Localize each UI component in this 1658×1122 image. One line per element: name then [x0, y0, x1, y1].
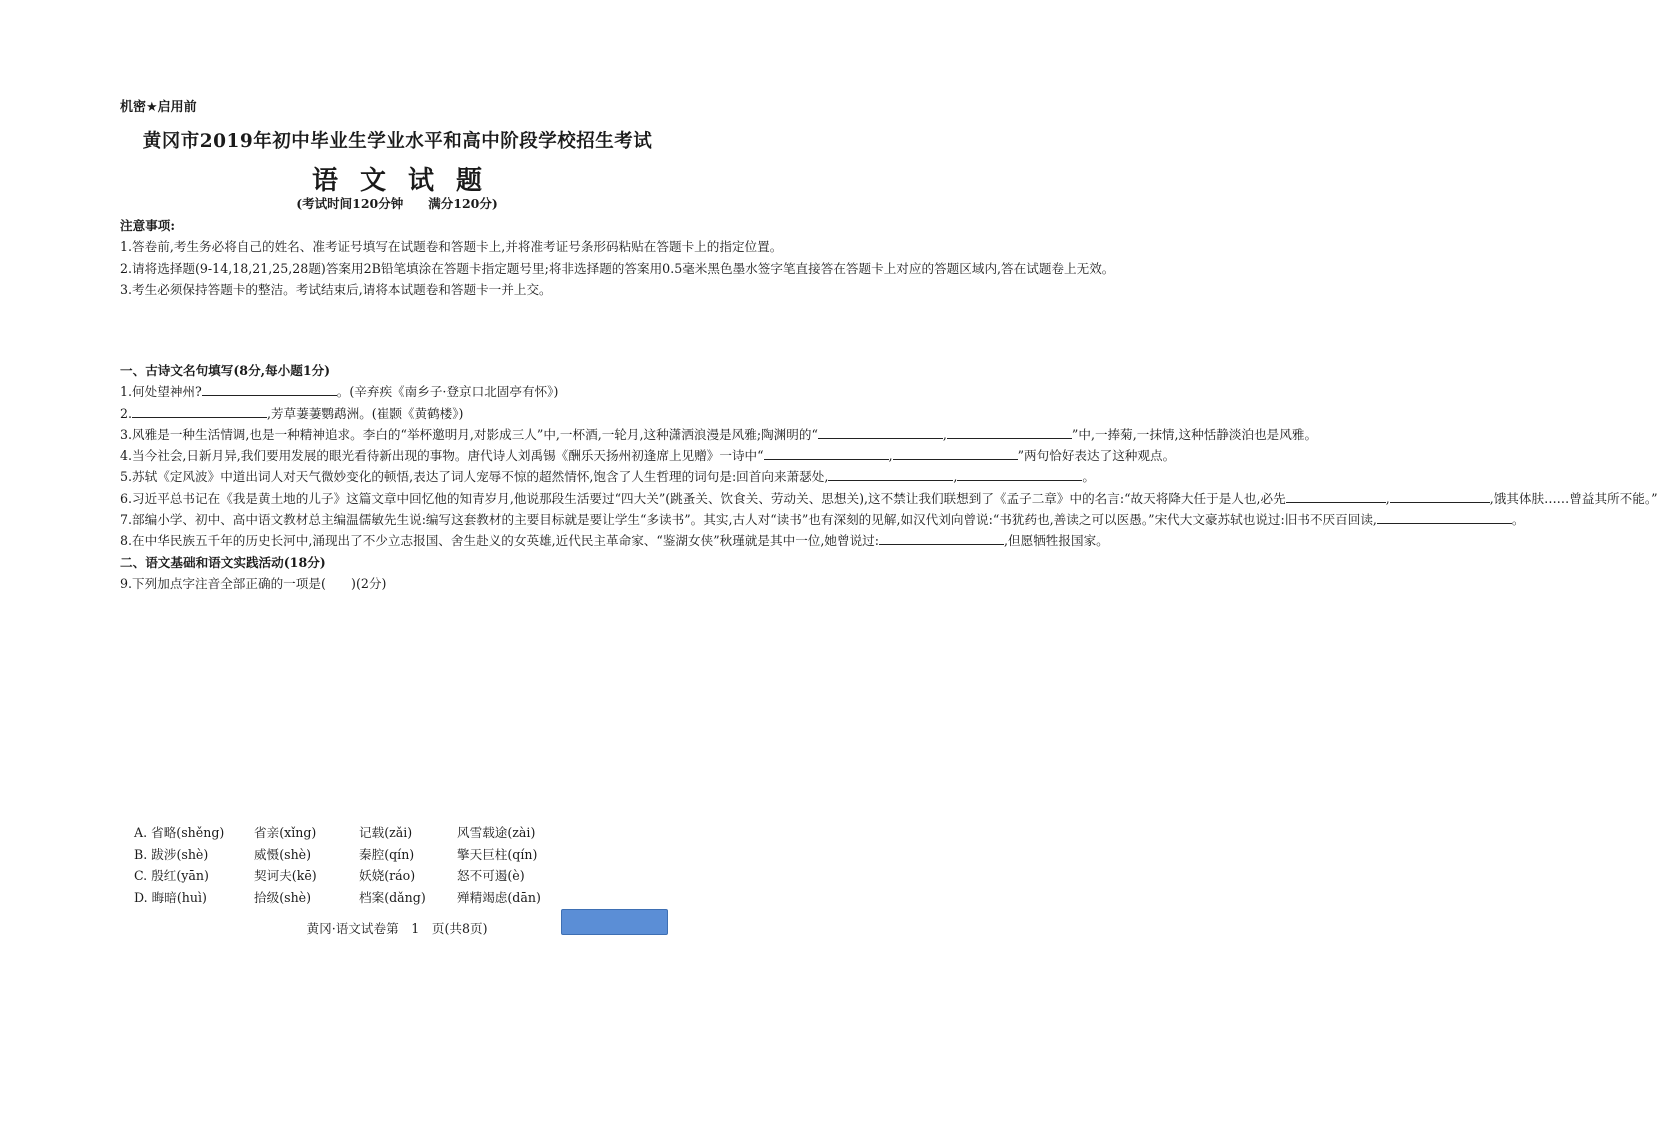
question-3: 3. 风雅是一种生活情调,也是一种精神追求。李白的“举杯邀明月,对影成三人”中,一杯酒,一轮月,这种潇洒浪漫是风雅;陶渊明的“ , ”中,一捧菊,一抹情,这种恬静淡泊也是风雅。 [120, 426, 1318, 442]
notes-title: 注意事项: [120, 218, 176, 233]
time-info: (考试时间120分钟 满分120分) [296, 196, 498, 211]
question-4: 4. 当今社会,日新月异,我们要用发展的眼光看待新出现的事物。唐代诗人刘禹锡《酬乐天扬州初逢席上见赠》一诗中“ , ”两句恰好表达了这种观点。 [120, 448, 1176, 464]
page-footer: 黄冈·语文试卷第 1 页(共8页) [306, 921, 488, 936]
confidential-label: 机密★启用前 [120, 100, 197, 115]
option-row-d[interactable]: D. 晦暗(huì) 拾级(shè) 档案(dǎng) 殚精竭虑(dān) [134, 889, 541, 905]
blue-badge [561, 909, 668, 935]
answer-blank[interactable] [893, 446, 1018, 460]
answer-blank[interactable] [957, 467, 1082, 481]
option-row-b[interactable]: B. 跋涉(shè) 威慑(shè) 秦腔(qín) 擎天巨柱(qín) [134, 846, 538, 862]
answer-blank[interactable] [879, 531, 1004, 545]
section-2-title: 二、语文基础和语文实践活动(18分) [120, 554, 326, 570]
note-number: 2. [120, 260, 133, 276]
answer-blank[interactable] [1390, 489, 1490, 503]
notes-block [120, 215, 1115, 300]
option-row-c[interactable]: C. 殷红(yān) 契诃夫(kē) 妖娆(ráo) 怒不可遏(è) [134, 868, 525, 883]
question-8: 8. 在中华民族五千年的历史长河中,涌现出了不少立志报国、舍生赴义的女英雄,近代民主革命家、“鉴湖女侠”秋瑾就是其中一位,她曾说过: ,但愿牺牲报国家。 [120, 533, 1109, 549]
question-7: 7. 部编小学、初中、高中语文教材总主编温儒敏先生说:编写这套教材的主要目标就是要让学生“多读书”。其实,古人对“读书”也有深刻的见解,如汉代刘向曾说:“书犹药也,善读之可以医愚。”宋代大文豪苏轼也说过:旧书不厌百回读, 。 [120, 512, 1525, 528]
note-item [120, 236, 783, 257]
note-number: 3. [120, 281, 133, 297]
answer-blank[interactable] [764, 446, 889, 460]
note-text: 考生必须保持答题卡的整洁。考试结束后,请将本试题卷和答题卡一并上交。 [132, 281, 552, 297]
note-number: 1. [120, 239, 133, 255]
option-row-a[interactable]: A. 省略(shěng) 省亲(xǐng) 记载(zǎi) 风雪载途(zài) [134, 825, 536, 840]
question-5: 5. 苏轼《定风波》中道出词人对天气微妙变化的顿悟,表达了词人宠辱不惊的超然情怀,饱含了人生哲理的词句是:回首向来萧瑟处, , 。 [120, 469, 1095, 485]
question-1: 1. 何处望神州? 。(辛弃疾《南乡子·登京口北固亭有怀》) [120, 384, 559, 400]
answer-blank[interactable] [818, 425, 943, 439]
answer-blank[interactable] [132, 404, 267, 418]
answer-blank[interactable] [202, 382, 337, 396]
note-text: 答卷前,考生务必将自己的姓名、准考证号填写在试题卷和答题卡上,并将准考证号条形码粘贴在答题卡上的指定位置。 [132, 239, 783, 255]
section-1-title: 一、古诗文名句填写(8分,每小题1分) [120, 363, 331, 378]
answer-blank[interactable] [947, 425, 1072, 439]
section-1 [120, 360, 1658, 594]
answer-blank[interactable] [1286, 489, 1386, 503]
subject-title: 语文试题 [311, 166, 504, 196]
question-6: 6. 习近平总书记在《我是黄土地的儿子》这篇文章中回忆他的知青岁月,他说那段生活要过“四大关”(跳蚤关、饮食关、劳动关、思想关),这不禁让我们联想到了《孟子二章》中的名言:“故天将降大任于是人也,必先 , ,饿其体肤……曾益其所不能。” [120, 490, 1658, 506]
answer-blank[interactable] [828, 467, 953, 481]
exam-title: 黄冈市2019年初中毕业生学业水平和高中阶段学校招生考试 [142, 131, 653, 152]
answer-blank[interactable] [1377, 510, 1512, 524]
question-9-options [134, 822, 614, 908]
question-2: 2. ,芳草萋萋鹦鹉洲。(崔颢《黄鹤楼》) [120, 405, 464, 421]
question-9: 9. 下列加点字注音全部正确的一项是( )(2分) [120, 575, 387, 591]
note-item [120, 279, 665, 300]
note-item [120, 258, 1115, 279]
note-text: 请将选择题(9-14,18,21,25,28题)答案用2B铅笔填涂在答题卡指定题号里;将非选择题的答案用0.5毫米黑色墨水签字笔直接答在答题卡上对应的答题区域内,答在试题卷上无效。 [132, 260, 1115, 276]
